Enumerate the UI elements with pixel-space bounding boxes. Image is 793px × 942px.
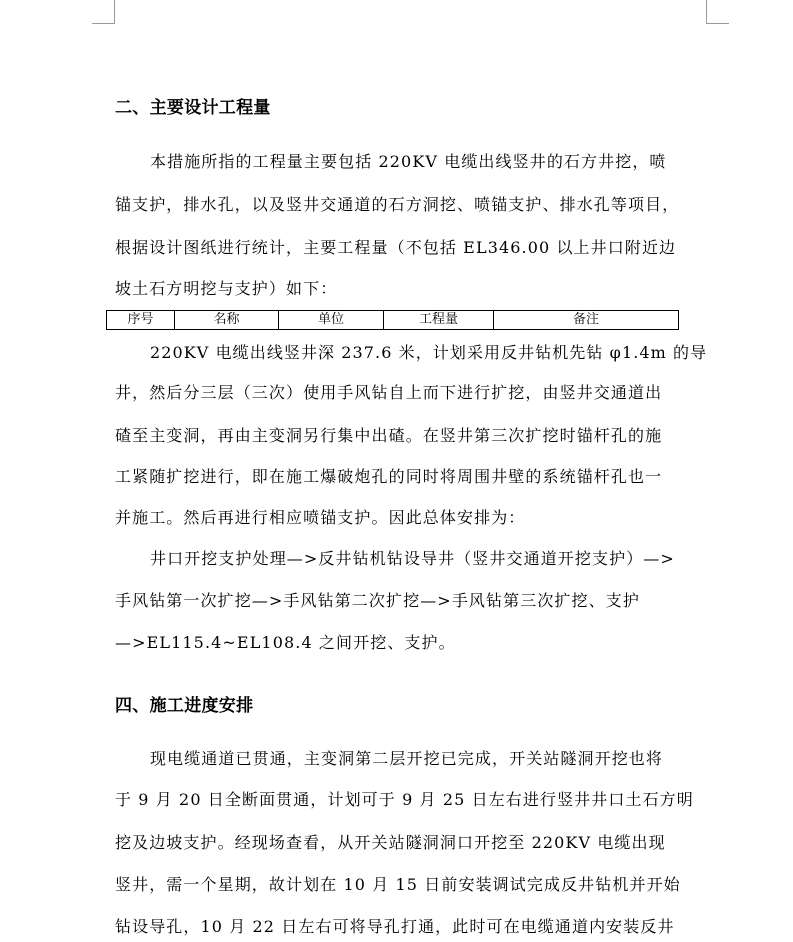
- paragraph-line: 根据设计图纸进行统计，主要工程量（不包括 EL346.00 以上井口附近边: [115, 238, 677, 257]
- crop-mark-top-right: [706, 0, 707, 24]
- paragraph-line: 工紧随扩挖进行，即在施工爆破炮孔的同时将周围井壁的系统锚杆孔也一: [115, 467, 663, 486]
- table-header-cell: 序号: [107, 311, 175, 330]
- quantity-table-header-row: [107, 311, 679, 330]
- table-header-cell: 名称: [175, 311, 279, 330]
- table-header-cell: 备注: [494, 311, 679, 330]
- paragraph-line: 锚支护，排水孔，以及竖井交通道的石方洞挖、喷锚支护、排水孔等项目，: [115, 195, 680, 214]
- section-2-heading: 二、主要设计工程量: [115, 98, 271, 118]
- paragraph-line: 竖井，需一个星期，故计划在 10 月 15 日前安装调试完成反井钻机并开始: [115, 875, 681, 894]
- paragraph-line: 于 9 月 20 日全断面贯通，计划可于 9 月 25 日左右进行竖井井口土石方明: [115, 790, 694, 809]
- paragraph-line: 井，然后分三层（三次）使用手风钻自上而下进行扩挖，由竖井交通道出: [115, 383, 663, 402]
- table-header-cell: 单位: [279, 311, 384, 330]
- paragraph-line: 碴至主变洞，再由主变洞另行集中出碴。在竖井第三次扩挖时锚杆孔的施: [115, 426, 663, 445]
- paragraph-line: 220KV 电缆出线竖井深 237.6 米，计划采用反井钻机先钻 φ1.4m 的导: [150, 343, 708, 362]
- paragraph-line: 挖及边坡支护。经现场查看，从开关站隧洞洞口开挖至 220KV 电缆出现: [115, 833, 666, 852]
- section-4-heading: 四、施工进度安排: [115, 696, 254, 716]
- paragraph-line: 并施工。然后再进行相应喷锚支护。因此总体安排为：: [115, 508, 526, 527]
- paragraph-line: 钻设导孔，10 月 22 日左右可将导孔打通，此时可在电缆通道内安装反井: [115, 917, 675, 936]
- paragraph-line: 坡土石方明挖与支护）如下：: [115, 279, 338, 298]
- crop-mark-top-left: [114, 0, 115, 24]
- quantity-table: [106, 310, 679, 330]
- sequence-line: 手风钻第一次扩挖—>手风钻第二次扩挖—>手风钻第三次扩挖、支护: [115, 591, 640, 610]
- crop-mark-top-right-horizontal: [706, 23, 729, 24]
- sequence-line: 井口开挖支护处理—>反井钻机钻设导井（竖井交通道开挖支护）—>: [150, 549, 675, 568]
- sequence-line: —>EL115.4~EL108.4 之间开挖、支护。: [115, 633, 456, 652]
- paragraph-line: 现电缆通道已贯通，主变洞第二层开挖已完成，开关站隧洞开挖也将: [150, 749, 664, 768]
- crop-mark-top-left-horizontal: [92, 23, 115, 24]
- table-header-cell: 工程量: [384, 311, 494, 330]
- paragraph-line: 本措施所指的工程量主要包括 220KV 电缆出线竖井的石方井挖，喷: [150, 152, 667, 171]
